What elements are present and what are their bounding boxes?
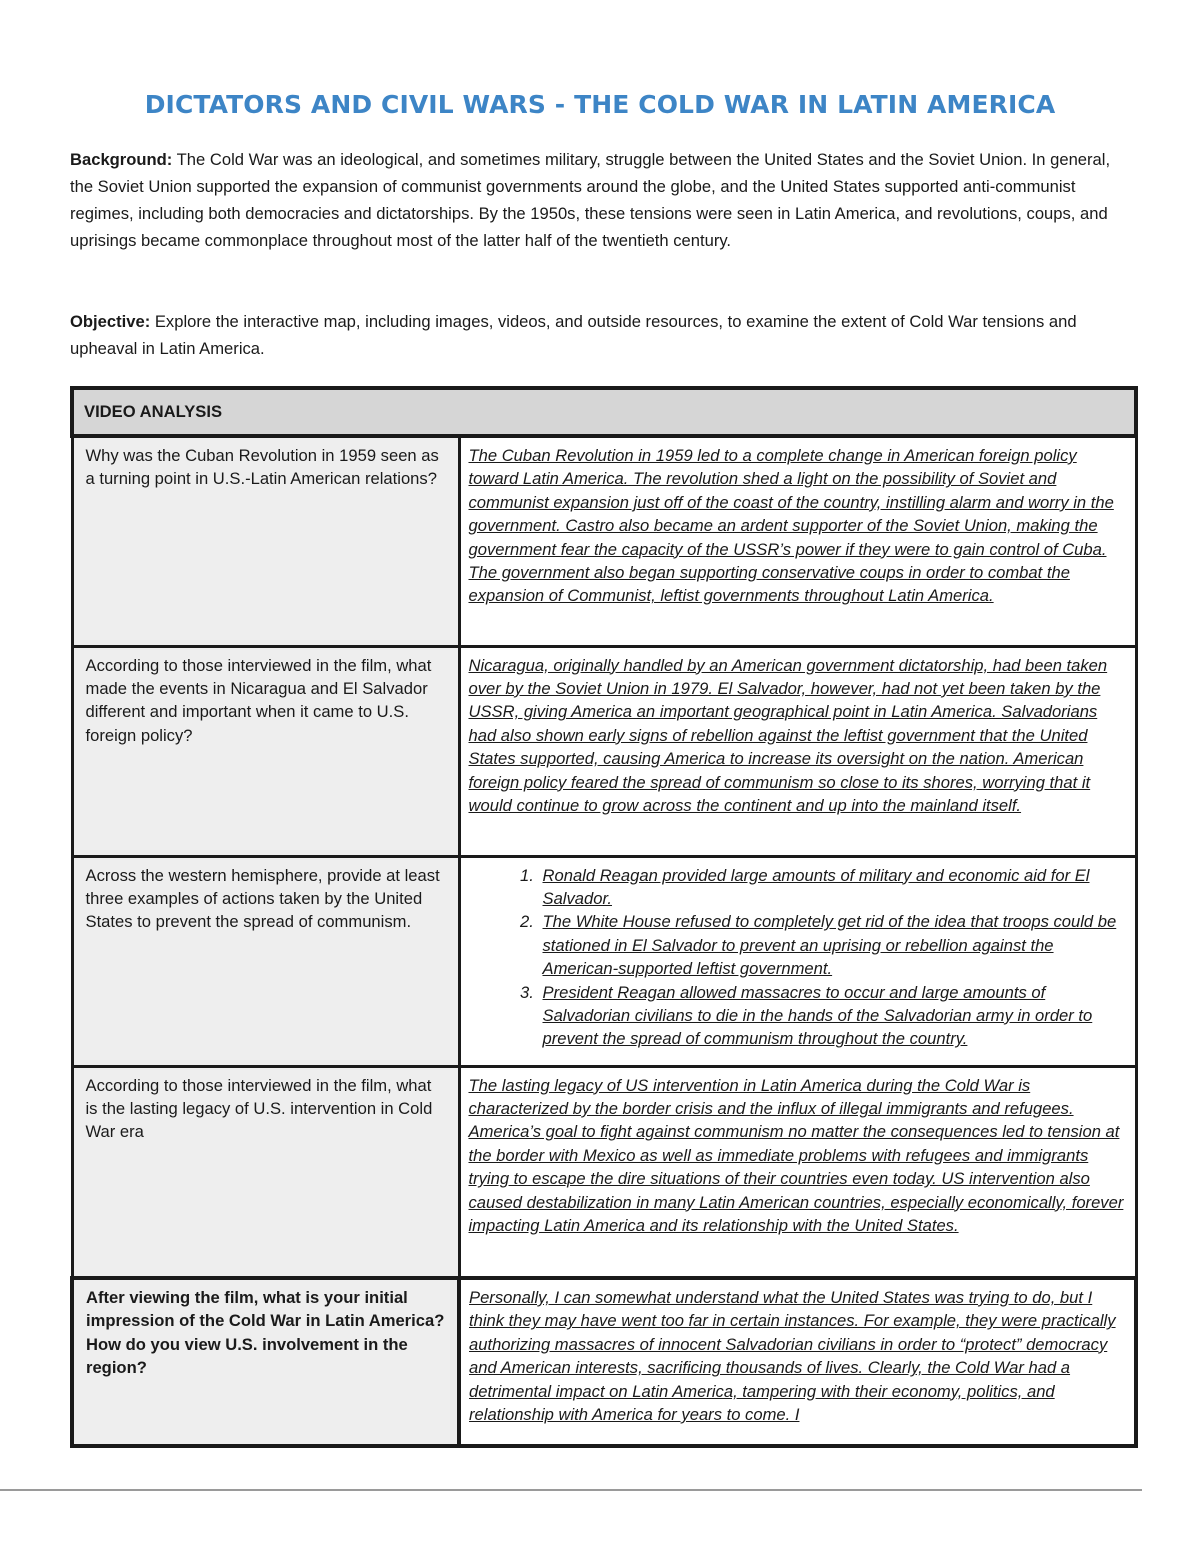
question-cell: Why was the Cuban Revolution in 1959 seen as a turning point in U.S.-Latin American relations? [72, 436, 459, 646]
table-row [72, 1066, 1136, 1278]
question-cell: According to those interviewed in the film, what is the lasting legacy of U.S. intervention in Cold War era [72, 1066, 459, 1278]
answer-cell[interactable]: Personally, I can somewhat understand what the United States was trying to do, but I think they may have went too far in certain instances. For example, they were practically authorizing massacres of innocent Salvadorian civilians in order to “protect” democracy and American interests, sacrificing thousands of lives. Clearly, the Cold War had a detrimental impact on Latin America, tampering with their economy, politics, and relationship with America for years to come. I [459, 1278, 1136, 1446]
list-item: 1. Ronald Reagan provided large amounts of military and economic aid for El Salvador. [539, 864, 1125, 911]
answer-cell[interactable]: The lasting legacy of US intervention in Latin America during the Cold War is characterized by the border crisis and the influx of illegal immigrants and refugees. America’s goal to fight against communism no matter the consequences led to tension at the border with Mexico as well as immediate problems with refugees and immigrants trying to escape the dire situations of their countries even today. US intervention also caused destabilization in many Latin American countries, especially economically, forever impacting Latin America and its relationship with the United States. [459, 1066, 1136, 1278]
objective-paragraph [70, 308, 1132, 362]
background-label: Background: [70, 150, 173, 169]
question-cell: According to those interviewed in the film, what made the events in Nicaragua and El Salvador different and important when it came to U.S. foreign policy? [72, 646, 459, 856]
background-paragraph [70, 146, 1132, 254]
objective-text: Explore the interactive map, including images, videos, and outside resources, to examine the extent of Cold War tensions and upheaval in Latin America. [70, 312, 1077, 358]
video-analysis-table [70, 386, 1138, 1448]
question-cell: Across the western hemisphere, provide at least three examples of actions taken by the United States to prevent the spread of communism. [72, 856, 459, 1066]
list-item: 2. The White House refused to completely get rid of the idea that troops could be stationed in El Salvador to prevent an uprising or rebellion against the American-supported leftist government. [539, 910, 1125, 980]
background-text: The Cold War was an ideological, and sometimes military, struggle between the United States and the Soviet Union. In general, the Soviet Union supported the expansion of communist governments around the globe, and the United States supported anti-communist regimes, including both democracies and dictatorships. By the 1950s, these tensions were seen in Latin America, and revolutions, coups, and uprisings became commonplace throughout most of the latter half of the twentieth century. [70, 150, 1111, 250]
page-title: DICTATORS AND CIVIL WARS - THE COLD WAR IN LATIN AMERICA [144, 90, 1056, 119]
table-row [72, 856, 1136, 1066]
table-header: VIDEO ANALYSIS [72, 388, 1136, 436]
answer-cell[interactable]: The Cuban Revolution in 1959 led to a complete change in American foreign policy toward Latin America. The revolution shed a light on the possibility of Soviet and communist expansion just off of the coast of the country, instilling alarm and worry in the government. Castro also became an ardent supporter of the Soviet Union, making the government fear the capacity of the USSR’s power if they were to gain control of Cuba. The government also began supporting conservative coups in order to combat the expansion of Communist, leftist governments throughout Latin America. [459, 436, 1136, 646]
answer-list [469, 864, 1125, 1051]
answer-cell[interactable] [459, 856, 1136, 1066]
page-divider [0, 1489, 1142, 1491]
table-row [72, 436, 1136, 646]
list-item: 3. President Reagan allowed massacres to occur and large amounts of Salvadorian civilians to die in the hands of the Salvadorian army in order to prevent the spread of communism throughout the country. [539, 981, 1125, 1051]
objective-label: Objective: [70, 312, 151, 331]
table-row [72, 1278, 1136, 1446]
answer-cell[interactable]: Nicaragua, originally handled by an American government dictatorship, had been taken over by the Soviet Union in 1979. El Salvador, however, had not yet been taken by the USSR, giving America an important geographical point in Latin America. Salvadorians had also shown early signs of rebellion against the leftist government that the United States supported, causing America to increase its oversight on the nation. American foreign policy feared the spread of communism so close to its shores, worrying that it would continue to grow across the continent and up into the mainland itself. [459, 646, 1136, 856]
table-header-row [72, 388, 1136, 436]
question-cell: After viewing the film, what is your initial impression of the Cold War in Latin America? How do you view U.S. involvement in the region? [72, 1278, 459, 1446]
table-row [72, 646, 1136, 856]
